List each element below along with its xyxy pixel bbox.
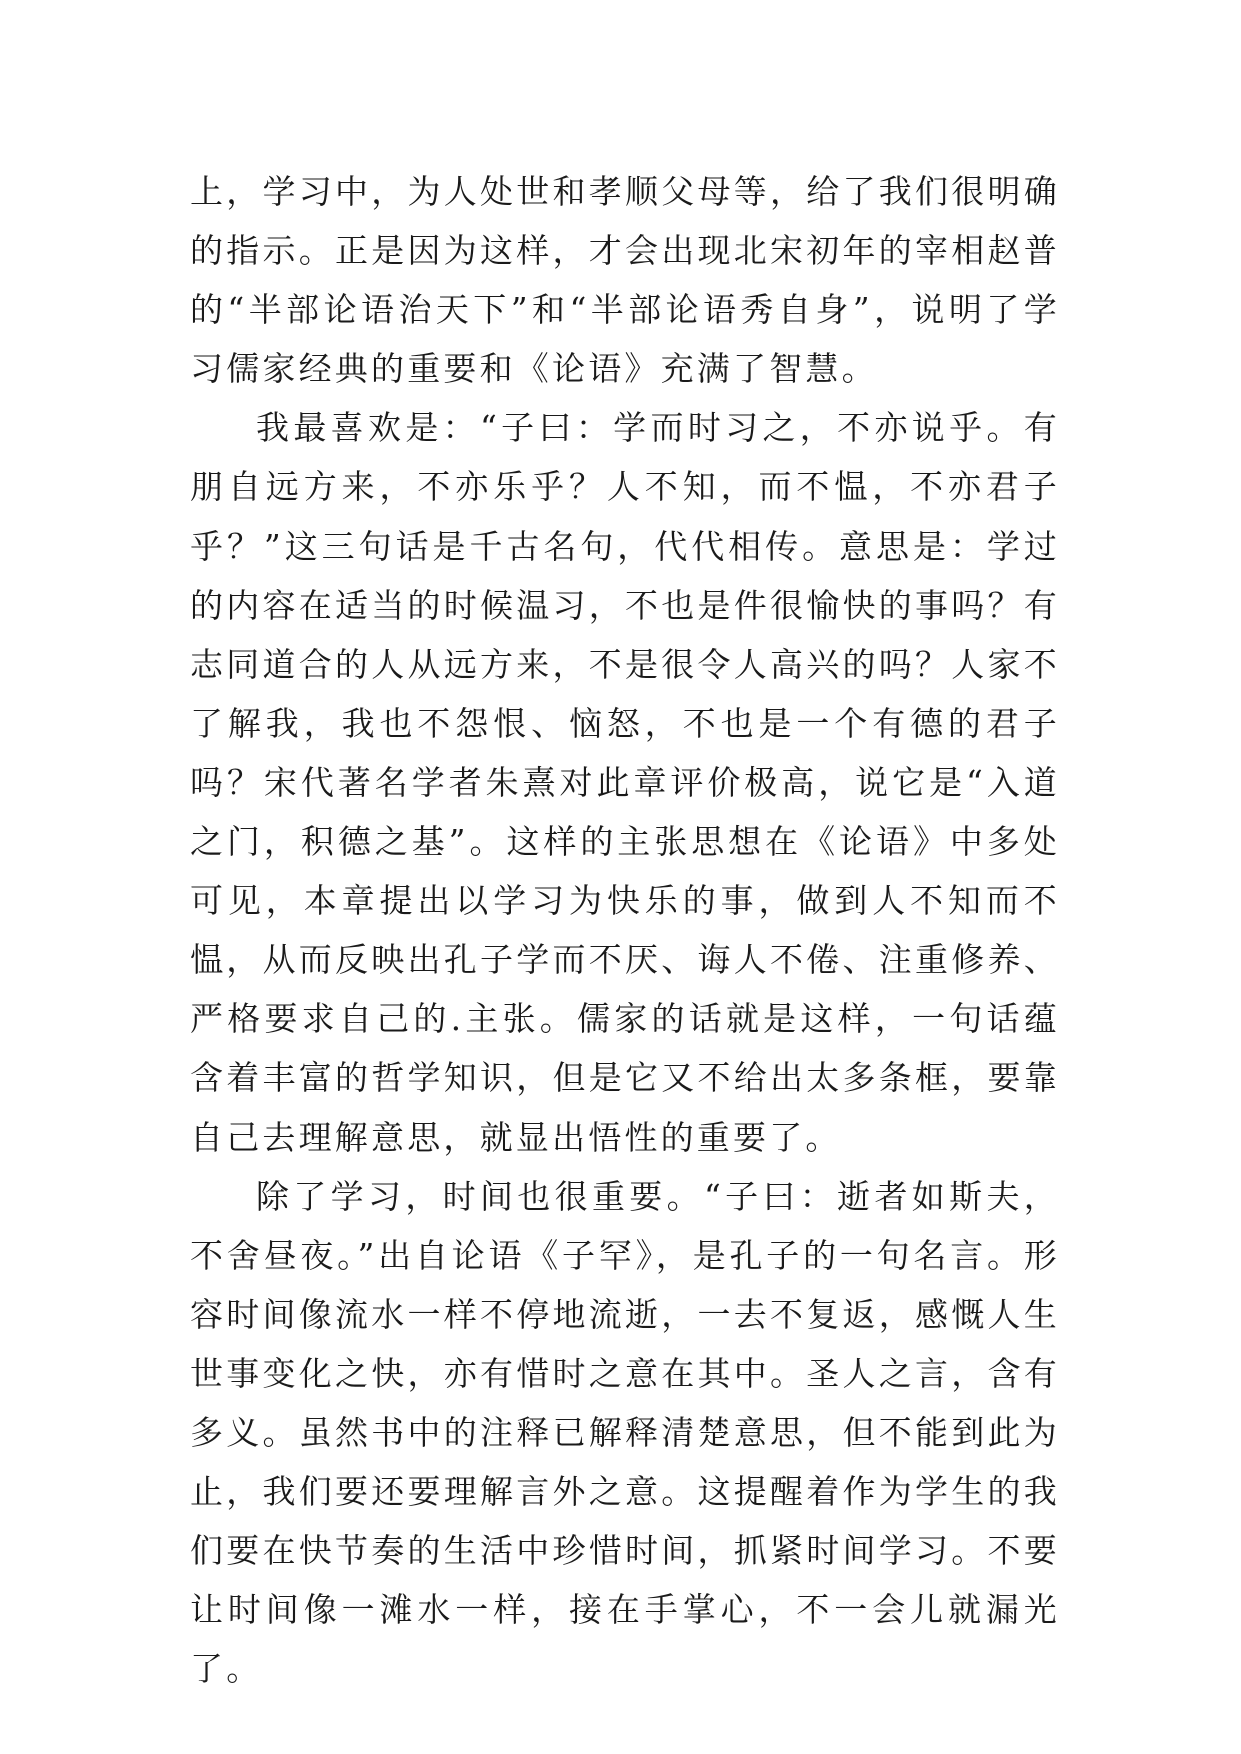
paragraph-1: 上，学习中，为人处世和孝顺父母等，给了我们很明确的指示。正是因为这样，才会出现北宋初年的宰相赵普的“半部论语治天下”和“半部论语秀自身”，说明了学习儒家经典的重要和《论语》充满了智慧。	[190, 172, 1060, 389]
paragraph-2: 我最喜欢是：“子曰：学而时习之，不亦说乎。有朋自远方来，不亦乐乎？人不知，而不愠，不亦君子乎？”这三句话是千古名句，代代相传。意思是：学过的内容在适当的时候温习，不也是件很愉快的事吗？有志同道合的人从远方来，不是很令人高兴的吗？人家不了解我，我也不怨恨、恼怒，不也是一个有德的君子吗？宋代著名学者朱熹对此章评价极高，说它是“入道之门，积德之基”。这样的主张思想在《论语》中多处可见，本章提出以学习为快乐的事，做到人不知而不愠，从而反映出孔子学而不厌、诲人不倦、注重修养、严格要求自己的.主张。儒家的话就是这样，一句话蕴含着丰富的哲学知识，但是它又不给出太多条框，要靠自己去理解意思，就显出悟性的重要了。	[190, 408, 1060, 1157]
paragraph-3: 除了学习，时间也很重要。“子曰：逝者如斯夫，不舍昼夜。”出自论语《子罕》，是孔子的一句名言。形容时间像流水一样不停地流逝，一去不复返，感慨人生世事变化之快，亦有惜时之意在其中。圣人之言，含有多义。虽然书中的注释已解释清楚意思，但不能到此为止，我们要还要理解言外之意。这提醒着作为学生的我们要在快节奏的生活中珍惜时间，抓紧时间学习。不要让时间像一滩水一样，接在手掌心，不一会儿就漏光了。	[190, 1176, 1060, 1689]
document-body	[190, 162, 1060, 1698]
